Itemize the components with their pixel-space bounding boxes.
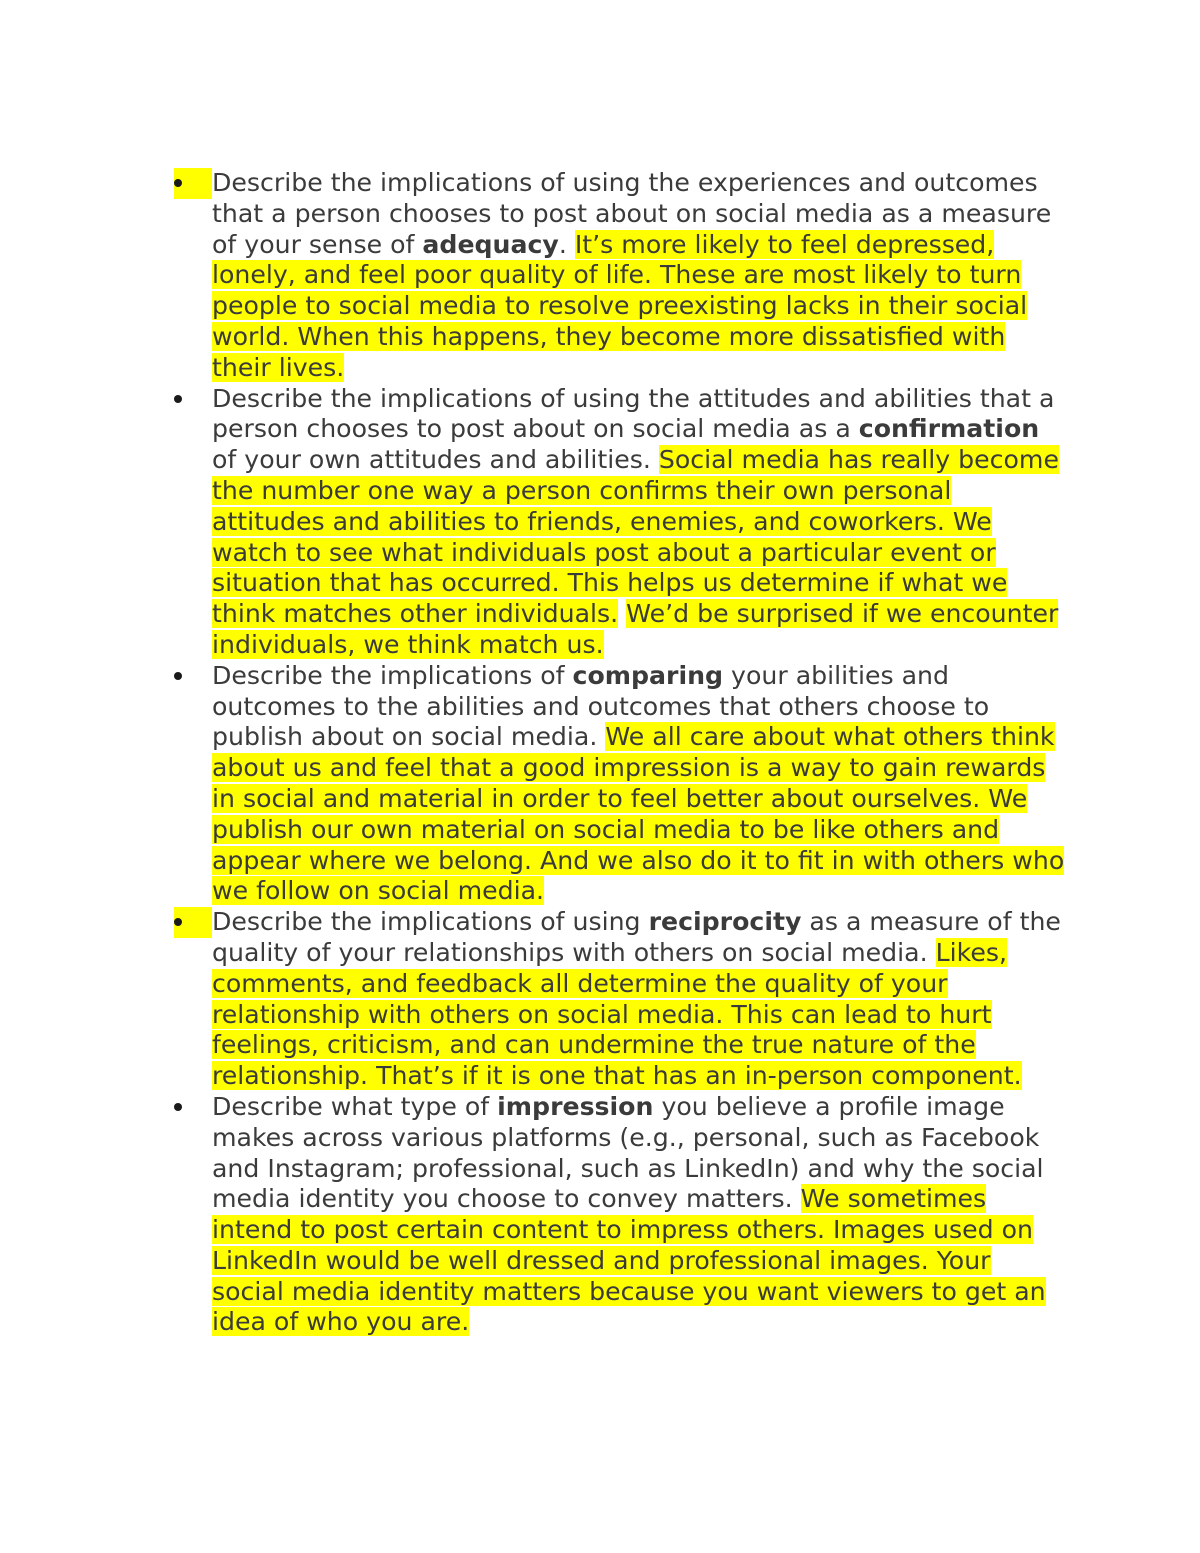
question-text-end: of your own attitudes and abilities. xyxy=(212,445,659,475)
list-item xyxy=(212,907,1070,1092)
question-keyword: adequacy xyxy=(422,229,559,259)
list-item xyxy=(212,1092,1070,1338)
question-text: Describe the implications of using the attitudes and abilities that a person chooses to post about on social media as a xyxy=(212,383,1055,444)
bullet-icon xyxy=(174,1103,182,1111)
bullet-icon xyxy=(174,395,182,403)
list-item xyxy=(212,661,1070,907)
question-keyword: comparing xyxy=(572,660,724,690)
question-text-end: as a measure of the quality of your relationships with others on social media. xyxy=(212,907,1061,967)
question-text: Describe what type of xyxy=(212,1091,498,1121)
highlighted-answer: Social media has really become the number one way a person confirms their own personal attitudes and abilities to friends, enemies, and coworkers. We watch to see what individuals post about a particular event or situation that has occurred. This helps us determine if what we think matches other individuals. xyxy=(212,445,1059,629)
bullet xyxy=(174,384,212,415)
bullet-icon xyxy=(174,918,182,926)
list-item xyxy=(212,384,1070,661)
question-keyword: reciprocity xyxy=(648,907,802,937)
question-list xyxy=(212,168,1070,1338)
highlighted-answer: It’s more likely to feel depressed, lonely, and feel poor quality of life. These are most likely to turn people to social media to resolve preexisting lacks in their social world. When this happens, they become more dissatisfied with their lives. xyxy=(212,229,1028,382)
question-text-end: your abilities and outcomes to the abilities and outcomes that others choose to publish about on social media. xyxy=(212,660,990,752)
question-keyword: impression xyxy=(497,1091,654,1121)
answer-gap xyxy=(618,599,626,628)
list-item xyxy=(212,168,1070,384)
bullet-icon xyxy=(174,179,182,187)
question-keyword: confirmation xyxy=(858,414,1040,444)
highlighted-answer-continued: We’d be surprised if we encounter individuals, we think match us. xyxy=(212,599,1059,659)
bullet-highlight xyxy=(174,907,212,938)
question-text-end: . xyxy=(558,229,575,259)
bullet xyxy=(174,1092,212,1123)
question-text-end: you believe a profile image makes across various platforms (e.g., personal, such as Facebook and Instagram; professional, such as LinkedIn) and why the social media identity you choose to convey matters. xyxy=(212,1091,1044,1214)
bullet xyxy=(174,661,212,692)
question-text: Describe the implications of using xyxy=(212,907,649,937)
highlighted-answer: Likes, comments, and feedback all determine the quality of your relationship with others on social media. This can lead to hurt feelings, criticism, and can undermine the true nature of the relationship. That’s if it is one that has an in-person component. xyxy=(212,937,1022,1091)
bullet-icon xyxy=(174,672,182,680)
highlighted-answer: We all care about what others think about us and feel that a good impression is a way to gain rewards in social and material in order to feel better about ourselves. We publish our own material on social media to be like others and appear where we belong. And we also do it to fit in with others who we follow on social media. xyxy=(212,722,1065,906)
bullet-highlight xyxy=(174,168,212,199)
question-text: Describe the implications of xyxy=(212,660,573,690)
highlighted-answer: We sometimes intend to post certain content to impress others. Images used on LinkedIn would be well dressed and professional images. Your social media identity matters because you want viewers to get an idea of who you are. xyxy=(212,1184,1046,1337)
question-text: Describe the implications of using the experiences and outcomes that a person chooses to post about on social media as a measure of your sense of xyxy=(212,168,1052,259)
